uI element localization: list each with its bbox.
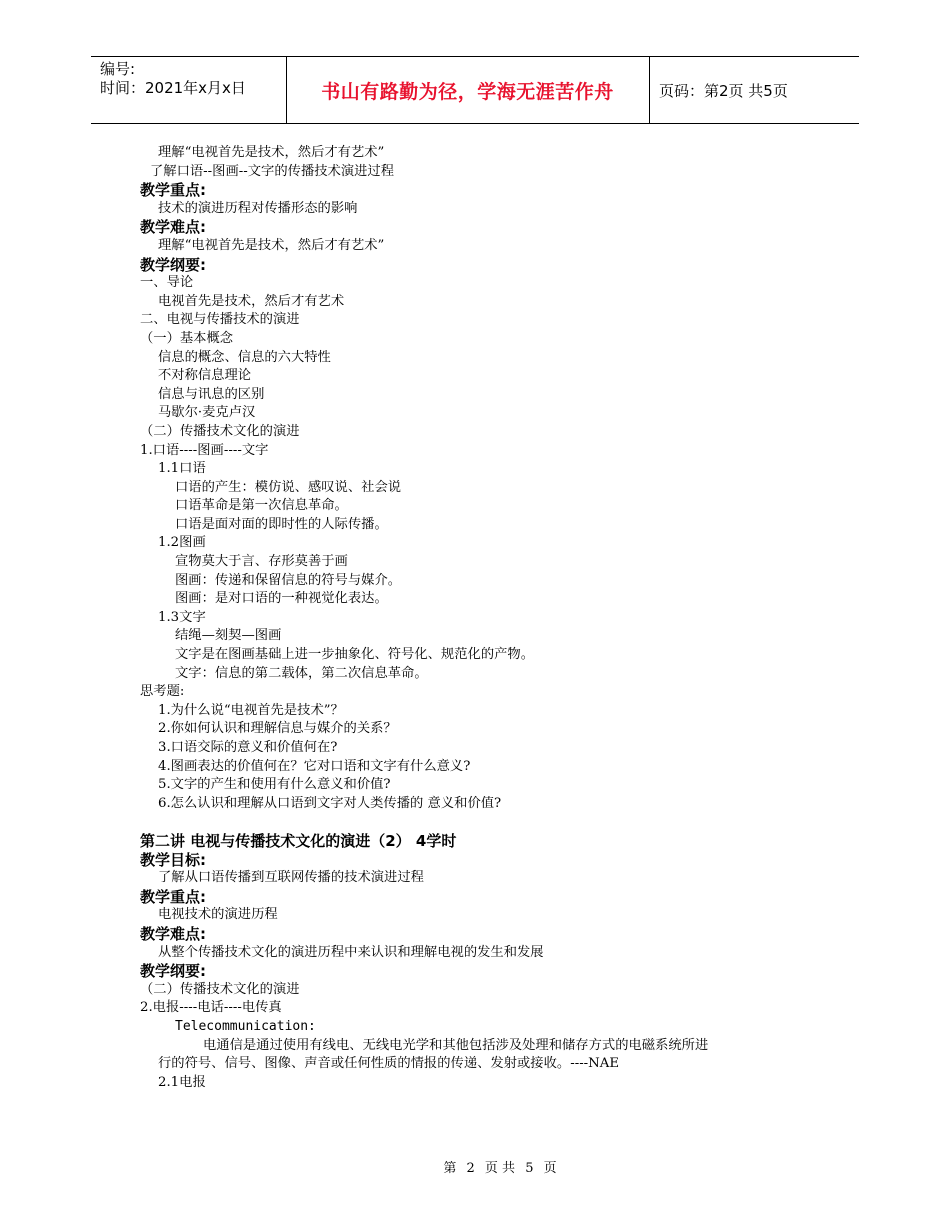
footer-suffix: 页 [543,1161,557,1176]
text-line: 口语的产生：模仿说、感叹说、社会说 [175,479,402,495]
text-line: 了解从口语传播到互联网传播的技术演进过程 [158,870,424,886]
page-header [91,56,859,124]
text-line: 1.2图画 [158,535,206,551]
text-line: 2.1电报 [158,1074,206,1090]
text-line: 信息的概念、信息的六大特性 [158,349,331,365]
text-line: 2.电报----电话----电传真 [140,1000,282,1016]
section-heading: 教学纲要: [140,255,206,274]
text-line: 1.为什么说“电视首先是技术”？ [158,702,344,718]
text-line: （一）基本概念 [140,330,234,346]
footer-total-pages: 5 [525,1161,534,1176]
text-line: 图画：是对口语的一种视觉化表达。 [175,591,388,607]
text-line: 5.文字的产生和使用有什么意义和价值? [158,777,391,793]
document-body [0,144,950,1092]
text-line: 口语革命是第一次信息革命。 [175,498,348,514]
footer-prefix: 第 [443,1161,457,1176]
section-heading: 第二讲 电视与传播技术文化的演进（2） 4学时 [140,831,457,850]
section-heading: 教学难点: [140,218,206,237]
text-line: 理解“电视首先是技术，然后才有艺术” [158,237,385,253]
text-line: （二）传播技术文化的演进 [140,423,300,439]
text-line: 二、电视与传播技术的演进 [140,312,300,328]
text-line: 1.口语----图画----文字 [140,442,269,458]
text-line: 不对称信息理论 [158,368,252,384]
text-line: 电视首先是技术，然后才有艺术 [158,293,345,309]
header-page-label: 页码：第2页 共5页 [659,81,788,100]
footer-page-number: 2 [466,1161,475,1176]
text-line: 6.怎么认识和理解从口语到文字对人类传播的 意义和价值? [158,795,502,811]
text-line: 4.图画表达的价值何在？它对口语和文字有什么意义? [158,758,471,774]
text-line: 1.1口语 [158,461,206,477]
header-meta [100,60,290,98]
section-heading: 教学难点: [140,924,206,943]
text-line: 电通信是通过使用有线电、无线电光学和其他包括涉及处理和储存方式的电磁系统所进 [203,1037,709,1053]
footer-mid: 页 共 [484,1161,516,1176]
text-line: 文字：信息的第二载体，第二次信息革命。 [175,665,428,681]
text-line: 从整个传播技术文化的演进历程中来认识和理解电视的发生和发展 [158,944,544,960]
text-line: 思考题: [140,684,185,700]
section-heading: 教学重点: [140,181,206,200]
blank-line [0,813,950,832]
text-line: 理解“电视首先是技术，然后才有艺术” [158,145,385,160]
document-number-label: 编号: [100,60,136,78]
text-line: 1.3文字 [158,609,206,625]
section-heading: 教学纲要: [140,962,206,981]
section-heading: 教学重点: [140,887,206,906]
text-line: 行的符号、信号、图像、声音或任何性质的情报的传递、发射或接收。----NAE [158,1056,620,1072]
header-motto: 书山有路勤为径，学海无涯苦作舟 [321,80,614,103]
text-line: 2.你如何认识和理解信息与媒介的关系？ [158,721,397,737]
text-line: 一、导论 [140,275,194,291]
text-line: 技术的演进历程对传播形态的影响 [158,200,358,216]
text-line: 3.口语交际的意义和价值何在? [158,740,338,755]
section-heading: 教学目标: [140,850,206,869]
text-line: 马歇尔·麦克卢汉 [158,405,256,421]
text-line: 文字是在图画基础上进一步抽象化、符号化、规范化的产物。 [175,647,535,663]
document-date-label: 时间：2021年x月x日 [100,79,246,97]
text-line: 结绳—刻契—图画 [175,628,282,644]
text-line: 信息与讯息的区别 [158,386,265,402]
text-line: 口语是面对面的即时性的人际传播。 [175,516,388,532]
header-divider [649,57,650,123]
text-line: 图画：传递和保留信息的符号与媒介。 [175,572,402,588]
text-line: Telecommunication: [175,1018,316,1034]
page-footer [0,1157,950,1176]
text-line: 了解口语--图画--文字的传播技术演进过程 [150,163,395,179]
text-line: 宣物莫大于言、存形莫善于画 [175,554,348,570]
text-line: 电视技术的演进历程 [158,907,278,923]
text-line: （二）传播技术文化的演进 [140,981,300,997]
